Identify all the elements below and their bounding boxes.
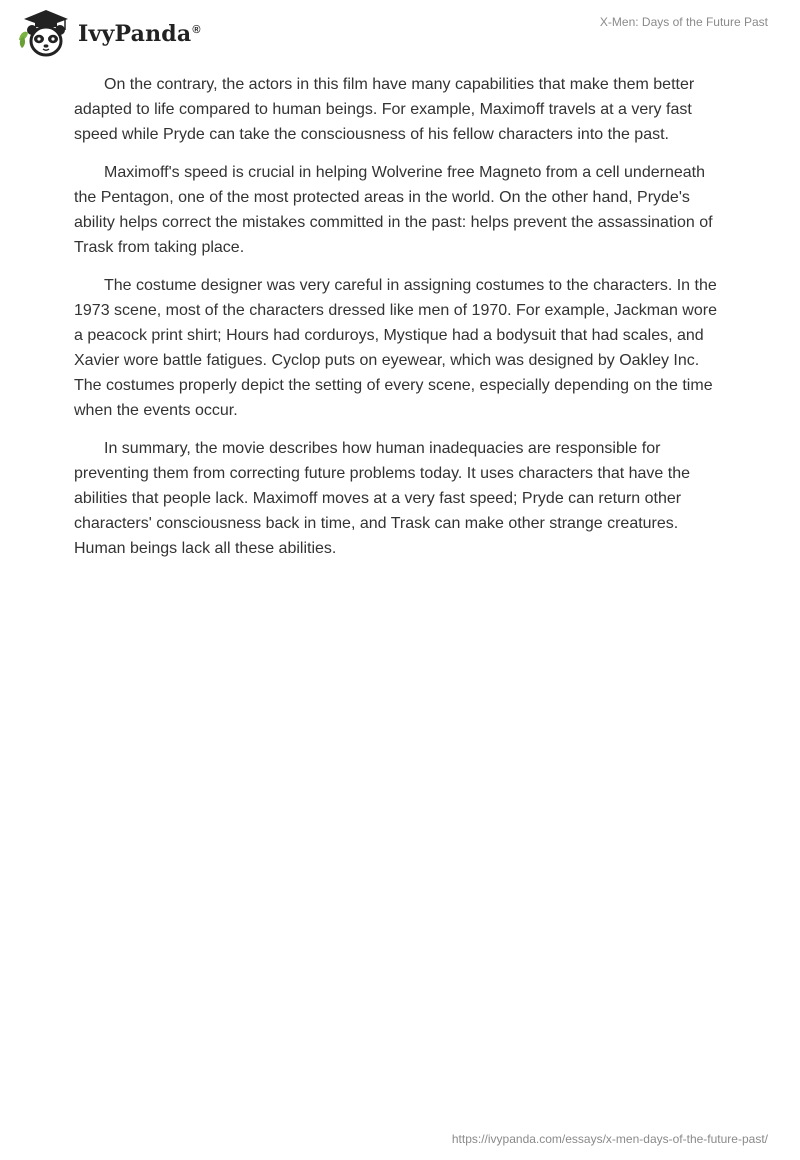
document-title: X-Men: Days of the Future Past	[599, 15, 768, 29]
paragraph: On the contrary, the actors in this film have many capabilities that make them better adapted to life compared to human beings. For example, Maximoff travels at a very fast speed while Pryde can take the consciousness of his fellow characters into the past.	[74, 76, 695, 143]
page-header	[0, 0, 800, 60]
registered-mark: ®	[192, 23, 201, 36]
paragraph: The costume designer was very careful in assigning costumes to the characters. In the 1973 scene, most of the characters dressed like men of 1970. For example, Jackman wore a peacock print shirt; Hours had corduroys, Mystique had a bodysuit that had scales, and Xavier wore battle fatigues. Cyclop puts on eyewear, which was designed by Oakley Inc. The costumes properly depict the setting of every scene, especially depending on the time when the events occur.	[74, 277, 717, 419]
essay-body	[74, 72, 724, 574]
ivypanda-logo[interactable]	[16, 8, 201, 58]
paragraph: In summary, the movie describes how human inadequacies are responsible for preventing them from correcting future problems today. It uses characters that have the abilities that people lack. Maximoff moves at a very fast speed; Pryde can return other characters' consciousness back in time, and Trask can make other strange creatures. Human beings lack all these abilities.	[74, 440, 691, 557]
brand-text: IvyPanda	[78, 21, 192, 47]
paragraph: Maximoff's speed is crucial in helping Wolverine free Magneto from a cell underneath the Pentagon, one of the most protected areas in the world. On the other hand, Pryde's ability helps correct the mistakes committed in the past: helps prevent the assassination of Trask from taking place.	[74, 164, 713, 256]
brand-name	[78, 21, 201, 47]
panda-graduate-icon	[16, 8, 74, 58]
source-url-link[interactable]: https://ivypanda.com/essays/x-men-days-of-the-future-past/	[451, 1132, 768, 1146]
